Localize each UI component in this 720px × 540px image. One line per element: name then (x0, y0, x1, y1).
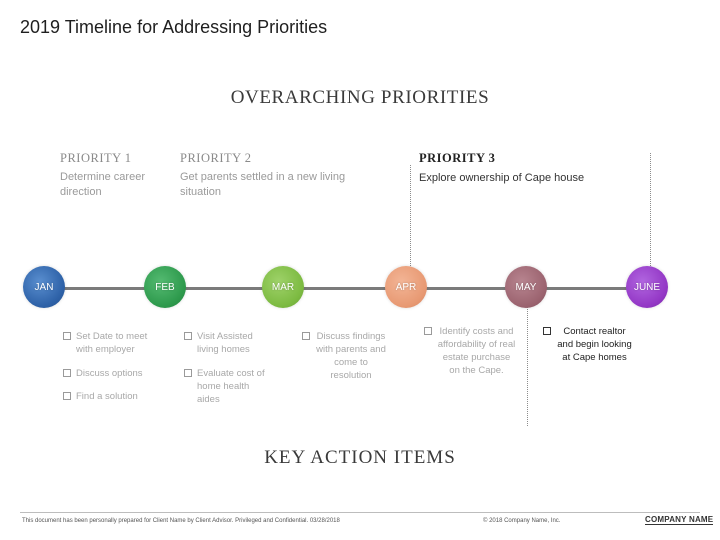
month-label-mar: MAR (271, 281, 295, 293)
checkbox-icon (424, 327, 432, 335)
priority-2 (180, 151, 380, 200)
month-label-feb: FEB (155, 281, 175, 293)
footer-divider (20, 512, 700, 513)
footer-disclaimer: This document has been personally prepared for Client Name by Client Advisor. Privileged and Confidential. 03/28/2018 (22, 518, 340, 524)
priority-1-title: PRIORITY 1 (60, 151, 132, 165)
checkbox-icon (302, 332, 310, 340)
action-item-feb-2: Evaluate cost of home health aides (184, 367, 269, 406)
priority-3-description: Explore ownership of Cape house (419, 172, 585, 184)
action-item-apr-1: Identify costs and affordability of real estate purchase on the Cape. (424, 325, 516, 377)
action-item-jan-3: Find a solution (63, 390, 163, 403)
checkbox-icon (184, 332, 192, 340)
priority-1 (60, 151, 175, 200)
checkbox-icon (63, 332, 71, 340)
company-logo: COMPANY NAME (645, 515, 714, 524)
month-label-apr: APR (395, 281, 417, 293)
footer-copyright: © 2018 Company Name, Inc. (483, 518, 561, 524)
month-label-may: MAY (515, 281, 537, 293)
month-node-apr (385, 266, 427, 308)
priority-3-title: PRIORITY 3 (419, 151, 496, 165)
month-label-jan: JAN (34, 281, 54, 293)
overarching-priorities-heading: OVERARCHING PRIORITIES (230, 87, 490, 108)
action-item-feb-1: Visit Assisted living homes (184, 330, 269, 356)
priority-2-description: Get parents settled in a new living situation (180, 171, 346, 198)
key-action-items-heading: KEY ACTION ITEMS (264, 447, 456, 468)
month-node-feb (144, 266, 186, 308)
priority-3 (419, 151, 639, 186)
action-item-jan-1: Set Date to meet with employer (63, 330, 163, 356)
timeline-axis (44, 287, 650, 290)
checkbox-icon (63, 392, 71, 400)
month-label-june: JUNE (633, 281, 661, 293)
checkbox-icon (63, 369, 71, 377)
month-node-jan (23, 266, 65, 308)
action-item-mar-1: Discuss findings with parents and come to resolution (302, 330, 387, 382)
month-node-may (505, 266, 547, 308)
checkbox-icon (543, 327, 551, 335)
month-node-june (626, 266, 668, 308)
priority-1-description: Determine career direction (60, 171, 145, 198)
action-item-may-1: Contact realtor and begin looking at Cape homes (543, 325, 633, 364)
checkbox-icon (184, 369, 192, 377)
priority-2-title: PRIORITY 2 (180, 151, 252, 165)
divider-may (527, 298, 528, 426)
month-node-mar (262, 266, 304, 308)
page-title: 2019 Timeline for Addressing Priorities (20, 17, 328, 37)
action-item-jan-2: Discuss options (63, 367, 163, 380)
